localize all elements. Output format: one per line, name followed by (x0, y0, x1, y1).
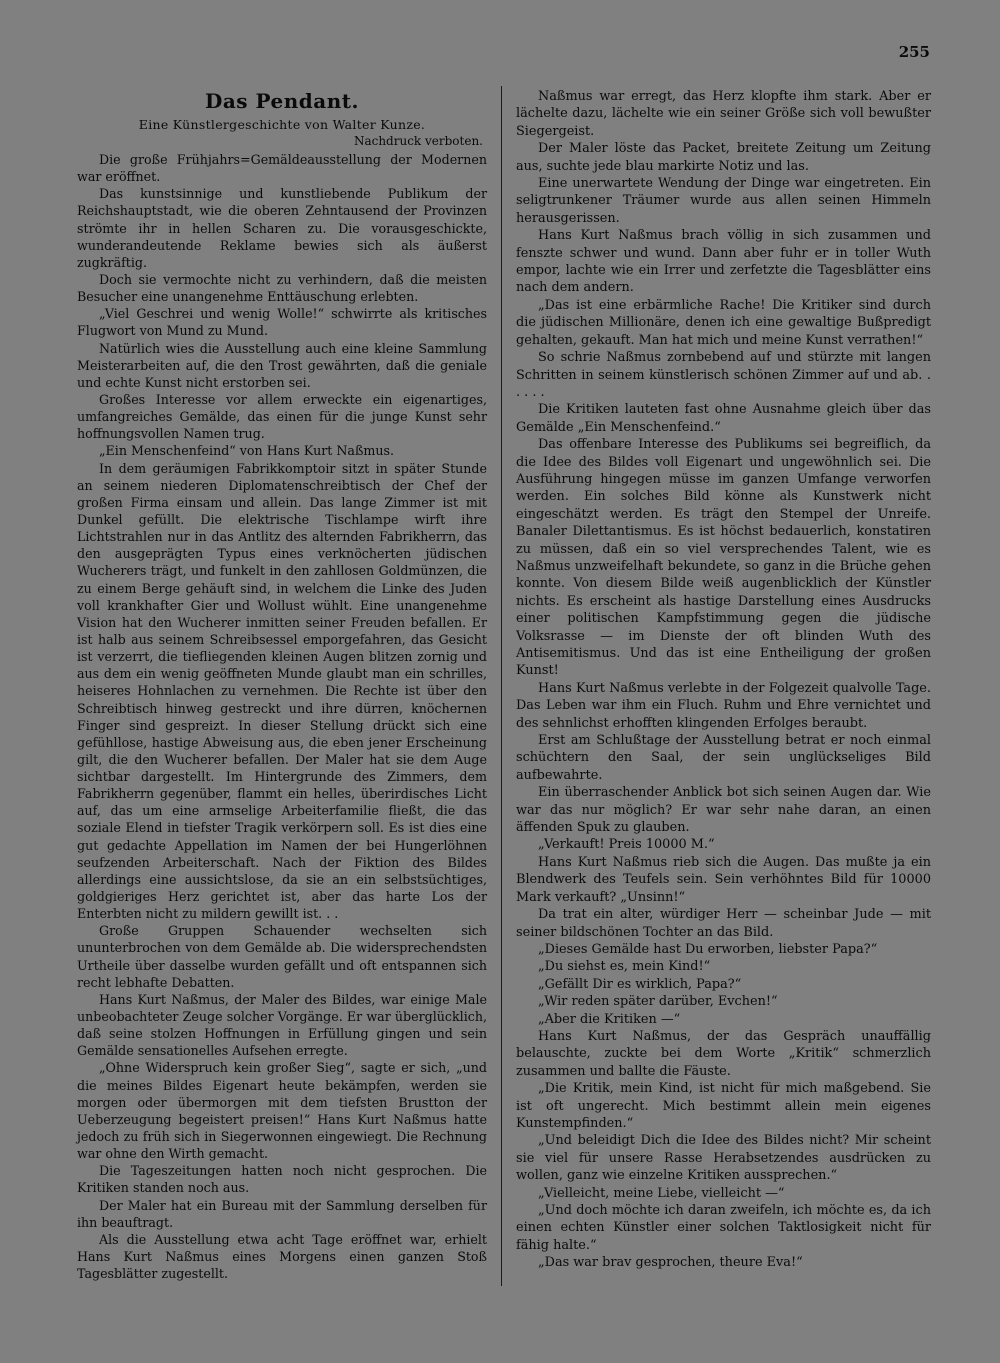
right-column-body (516, 88, 931, 1272)
right-paragraph: „Gefällt Dir es wirklich, Papa?“ (538, 976, 742, 992)
page-number: 255 (898, 43, 930, 61)
left-paragraph: Doch sie vermochte nicht zu verhindern, daß die meisten Besucher eine unangenehme Enttäuschung erlebten. (77, 271, 487, 305)
left-paragraph: Natürlich wies die Ausstellung auch eine kleine Sammlung Meisterarbeiten auf, die den Trost gewährten, daß die geniale und echte Kunst nicht erstorben sei. (77, 340, 487, 390)
left-paragraph: Als die Ausstellung etwa acht Tage eröffnet war, erhielt Hans Kurt Naßmus eines Morgens einen ganzen Stoß Tagesblätter zugestellt. (77, 1231, 487, 1282)
left-paragraph: Die Tageszeitungen hatten noch nicht gesprochen. Die Kritiken standen noch aus. (77, 1163, 487, 1196)
right-paragraph: Hans Kurt Naßmus, der das Gespräch unauffällig belauschte, zuckte bei dem Worte „Kritik“ schmerzlich zusammen und ballte die Fäuste. (516, 1028, 931, 1079)
right-paragraph: „Wir reden später darüber, Evchen!“ (538, 994, 778, 1010)
right-paragraph: So schrie Naßmus zornbebend auf und stürzte mit langen Schritten in seinem künstlerisch schönen Zimmer auf und ab. . . . . . (516, 350, 931, 400)
right-paragraph: „Aber die Kritiken —“ (538, 1011, 681, 1027)
article-title: Das Pendant. (205, 89, 359, 113)
left-paragraph: „Ohne Widerspruch kein großer Sieg“, sagte er sich, „und die meines Bildes Eigenart heute bekämpfen, werden sie morgen oder übermorgen mit dem tiefsten Brustton der Ueberzeugung begeistert preisen!“ Hans Kurt Naßmus hatte jedoch zu früh sich in Siegerwonnen eingewiegt. Die Rechnung war ohne den Wirth gemacht. (77, 1060, 487, 1162)
left-paragraph: „Ein Menschenfeind“ von Hans Kurt Naßmus. (99, 443, 395, 459)
right-paragraph: Eine unerwartete Wendung der Dinge war eingetreten. Ein seligtrunkener Träumer wurde aus allen seinen Himmeln herausgerissen. (516, 176, 931, 226)
right-paragraph: Ein überraschender Anblick bot sich seinen Augen dar. Wie war das nur möglich? Er war sehr nahe daran, an einen äffenden Spuk zu glauben. (516, 785, 931, 836)
right-paragraph: „Und doch möchte ich daran zweifeln, ich möchte es, da ich einen echten Künstler einer solchen Taktlosigkeit nicht für fähig halte.“ (516, 1203, 931, 1253)
left-paragraph: „Viel Geschrei und wenig Wolle!“ schwirrte als kritisches Flugwort von Mund zu Mund. (77, 306, 487, 339)
right-paragraph: Das offenbare Interesse des Publikums sei begreiflich, da die Idee des Bildes voll Eigenart und ungewöhnlich sei. Die Ausführung hingegen müsse im ganzen Umfange verworfen werden. Ein solches Bild könne als Kunstwerk nicht eingeschätzt werden. Es trägt den Stempel der Unreife. Banaler Dilettantismus. Es ist höchst bedauerlich, konstatiren zu müssen, daß ein so viel versprechendes Talent, wie es Naßmus unzweifelhaft bekundete, so ganz in die Brüche gehen konnte. Von diesem Bilde weiß augenblicklich der Künstler nichts. Es erscheint als hastige Darstellung eines Ausdrucks einer politischen Kampfstimmung gegen die jüdische Volksrasse — im Dienste der oft blinden Wuth des Antisemitismus. Und das ist eine Entheiligung der großen Kunst! (516, 437, 931, 679)
left-paragraph: Die große Frühjahrs=Gemäldeausstellung der Modernen war eröffnet. (77, 152, 487, 185)
right-paragraph: Die Kritiken lauteten fast ohne Ausnahme gleich über das Gemälde „Ein Menschenfeind.“ (516, 402, 931, 435)
left-paragraph: Der Maler hat ein Bureau mit der Sammlung derselben für ihn beauftragt. (77, 1197, 487, 1230)
right-paragraph: Hans Kurt Naßmus rieb sich die Augen. Das mußte ja ein Blendwerk des Teufels sein. Sein verhöhntes Bild für 10000 Mark verkauft? „Unsinn!“ (516, 854, 931, 905)
left-column (77, 88, 487, 1282)
right-paragraph: „Vielleicht, meine Liebe, vielleicht —“ (538, 1185, 785, 1201)
column-divider (501, 86, 502, 1286)
article-subtitle: Eine Künstlergeschichte von Walter Kunze. (138, 117, 426, 132)
right-paragraph: Naßmus war erregt, das Herz klopfte ihm stark. Aber er lächelte dazu, lächelte wie ein seiner Größe sich voll bewußter Siegergeist. (516, 89, 931, 139)
left-paragraph: Großes Interesse vor allem erweckte ein eigenartiges, umfangreiches Gemälde, das einen für die junge Kunst sehr hoffnungsvollen Namen trug. (77, 391, 487, 442)
right-paragraph: „Und beleidigt Dich die Idee des Bildes nicht? Mir scheint sie viel für unsere Rasse Herabsetzendes ausdrücken zu wollen, ganz wie einzelne Kritiken aussprechen.“ (516, 1133, 931, 1184)
right-paragraph: Da trat ein alter, würdiger Herr — scheinbar Jude — mit seiner bildschönen Tochter an das Bild. (516, 907, 931, 940)
left-paragraph: In dem geräumigen Fabrikkomptoir sitzt in später Stunde an seinem niederen Diplomatenschreibtisch der Chef der großen Firma einsam und allein. Das lange Zimmer ist mit Dunkel gefüllt. Die elektrische Tischlampe wirft ihre Lichtstrahlen nur in das Antlitz des alternden Fabrikherrn, das den ausgeprägten Typus eines verknöcherten jüdischen Wucherers trägt, und funkelt in den zahllosen Goldmünzen, die zu einem Berge gehäuft sind, in welchem die Linke des Juden voll krankhafter Gier und Wollust wühlt. Eine unangenehme Vision hat den Wucherer inmitten seiner Freuden befallen. Er ist halb aus seinem Schreibsessel emporgefahren, das Gesicht ist verzerrt, die tiefliegenden kleinen Augen blitzen zornig und aus dem ein wenig geöffneten Munde glaubt man ein schrilles, heiseres Hohnlachen zu vernehmen. Die Rechte ist über den Schreibtisch hinweg gestreckt und ihre dürren, knöchernen Finger sind gespreizt. In dieser Stellung drückt sich eine gefühllose, hastige Abweisung aus, die eben jener Erscheinung gilt, die den Wucherer befallen. Der Maler hat sie dem Auge sichtbar dargestellt. Im Hintergrunde des Zimmers, dem Fabrikherrn gegenüber, flammt ein helles, überirdisches Licht auf, das um eine armselige Arbeiterfamilie fließt, die das soziale Elend in tiefster Tragik verkörpern soll. Es ist dies eine gut gedachte Appellation im Namen der bei Hungerlöhnen seufzenden Arbeiterschaft. Nach der Fiktion des Bildes allerdings eine aussichtslose, da sie an ein selbstsüchtiges, goldgieriges Herz gerichtet ist, aber das harte Los der Enterbten nicht zu mildern gewillt ist. . . (77, 460, 487, 922)
right-paragraph: Hans Kurt Naßmus verlebte in der Folgezeit qualvolle Tage. Das Leben war ihm ein Fluch. Ruhm und Ehre vernichtet und des sehnlichst erhofften klingenden Erfolges beraubt. (516, 680, 931, 731)
reprint-notice: Nachdruck verboten. (353, 134, 483, 148)
right-paragraph: „Das ist eine erbärmliche Rache! Die Kritiker sind durch die jüdischen Millionäre, denen ich eine gewaltige Bußpredigt gehalten, gekauft. Man hat mich und meine Kunst verrathen!“ (516, 297, 931, 348)
right-paragraph: „Du siehst es, mein Kind!“ (538, 959, 711, 975)
right-paragraph: „Das war brav gesprochen, theure Eva!“ (538, 1255, 803, 1271)
right-paragraph: „Dieses Gemälde hast Du erworben, liebster Papa?“ (538, 941, 878, 957)
left-paragraph: Große Gruppen Schauender wechselten sich ununterbrochen von dem Gemälde ab. Die widersprechendsten Urtheile über dasselbe wurden gefällt und oft entspannen sich recht lebhafte Debatten. (77, 923, 487, 990)
right-paragraph: Der Maler löste das Packet, breitete Zeitung um Zeitung aus, suchte jede blau markirte Notiz und las. (516, 141, 931, 174)
left-paragraph: Das kunstsinnige und kunstliebende Publikum der Reichshauptstadt, wie die oberen Zehntausend der Provinzen strömte ihr in hellen Scharen zu. Die vorausgeschickte, wunderandeutende Reklame bewies sich als äußerst zugkräftig. (77, 186, 487, 270)
right-paragraph: „Die Kritik, mein Kind, ist nicht für mich maßgebend. Sie ist oft ungerecht. Mich bestimmt allein mein eigenes Kunstempfinden.“ (516, 1081, 931, 1131)
right-paragraph: Erst am Schlußtage der Ausstellung betrat er noch einmal schüchtern den Saal, der sein unglückseliges Bild aufbewahrte. (516, 733, 931, 783)
right-paragraph: Hans Kurt Naßmus brach völlig in sich zusammen und fenszte schwer und wund. Dann aber fuhr er in toller Wuth empor, lachte wie ein Irrer und zerfetzte die Tagesblätter eins nach dem andern. (516, 228, 931, 296)
left-paragraph: Hans Kurt Naßmus, der Maler des Bildes, war einige Male unbeobachteter Zeuge solcher Vorgänge. Er war überglücklich, daß seine stolzen Hoffnungen in Erfüllung gingen und sein Gemälde sensationelles Aufsehen erregte. (77, 991, 487, 1059)
left-column-body (77, 151, 487, 1282)
right-paragraph: „Verkauft! Preis 10000 M.“ (538, 837, 715, 853)
right-column (516, 88, 931, 1272)
